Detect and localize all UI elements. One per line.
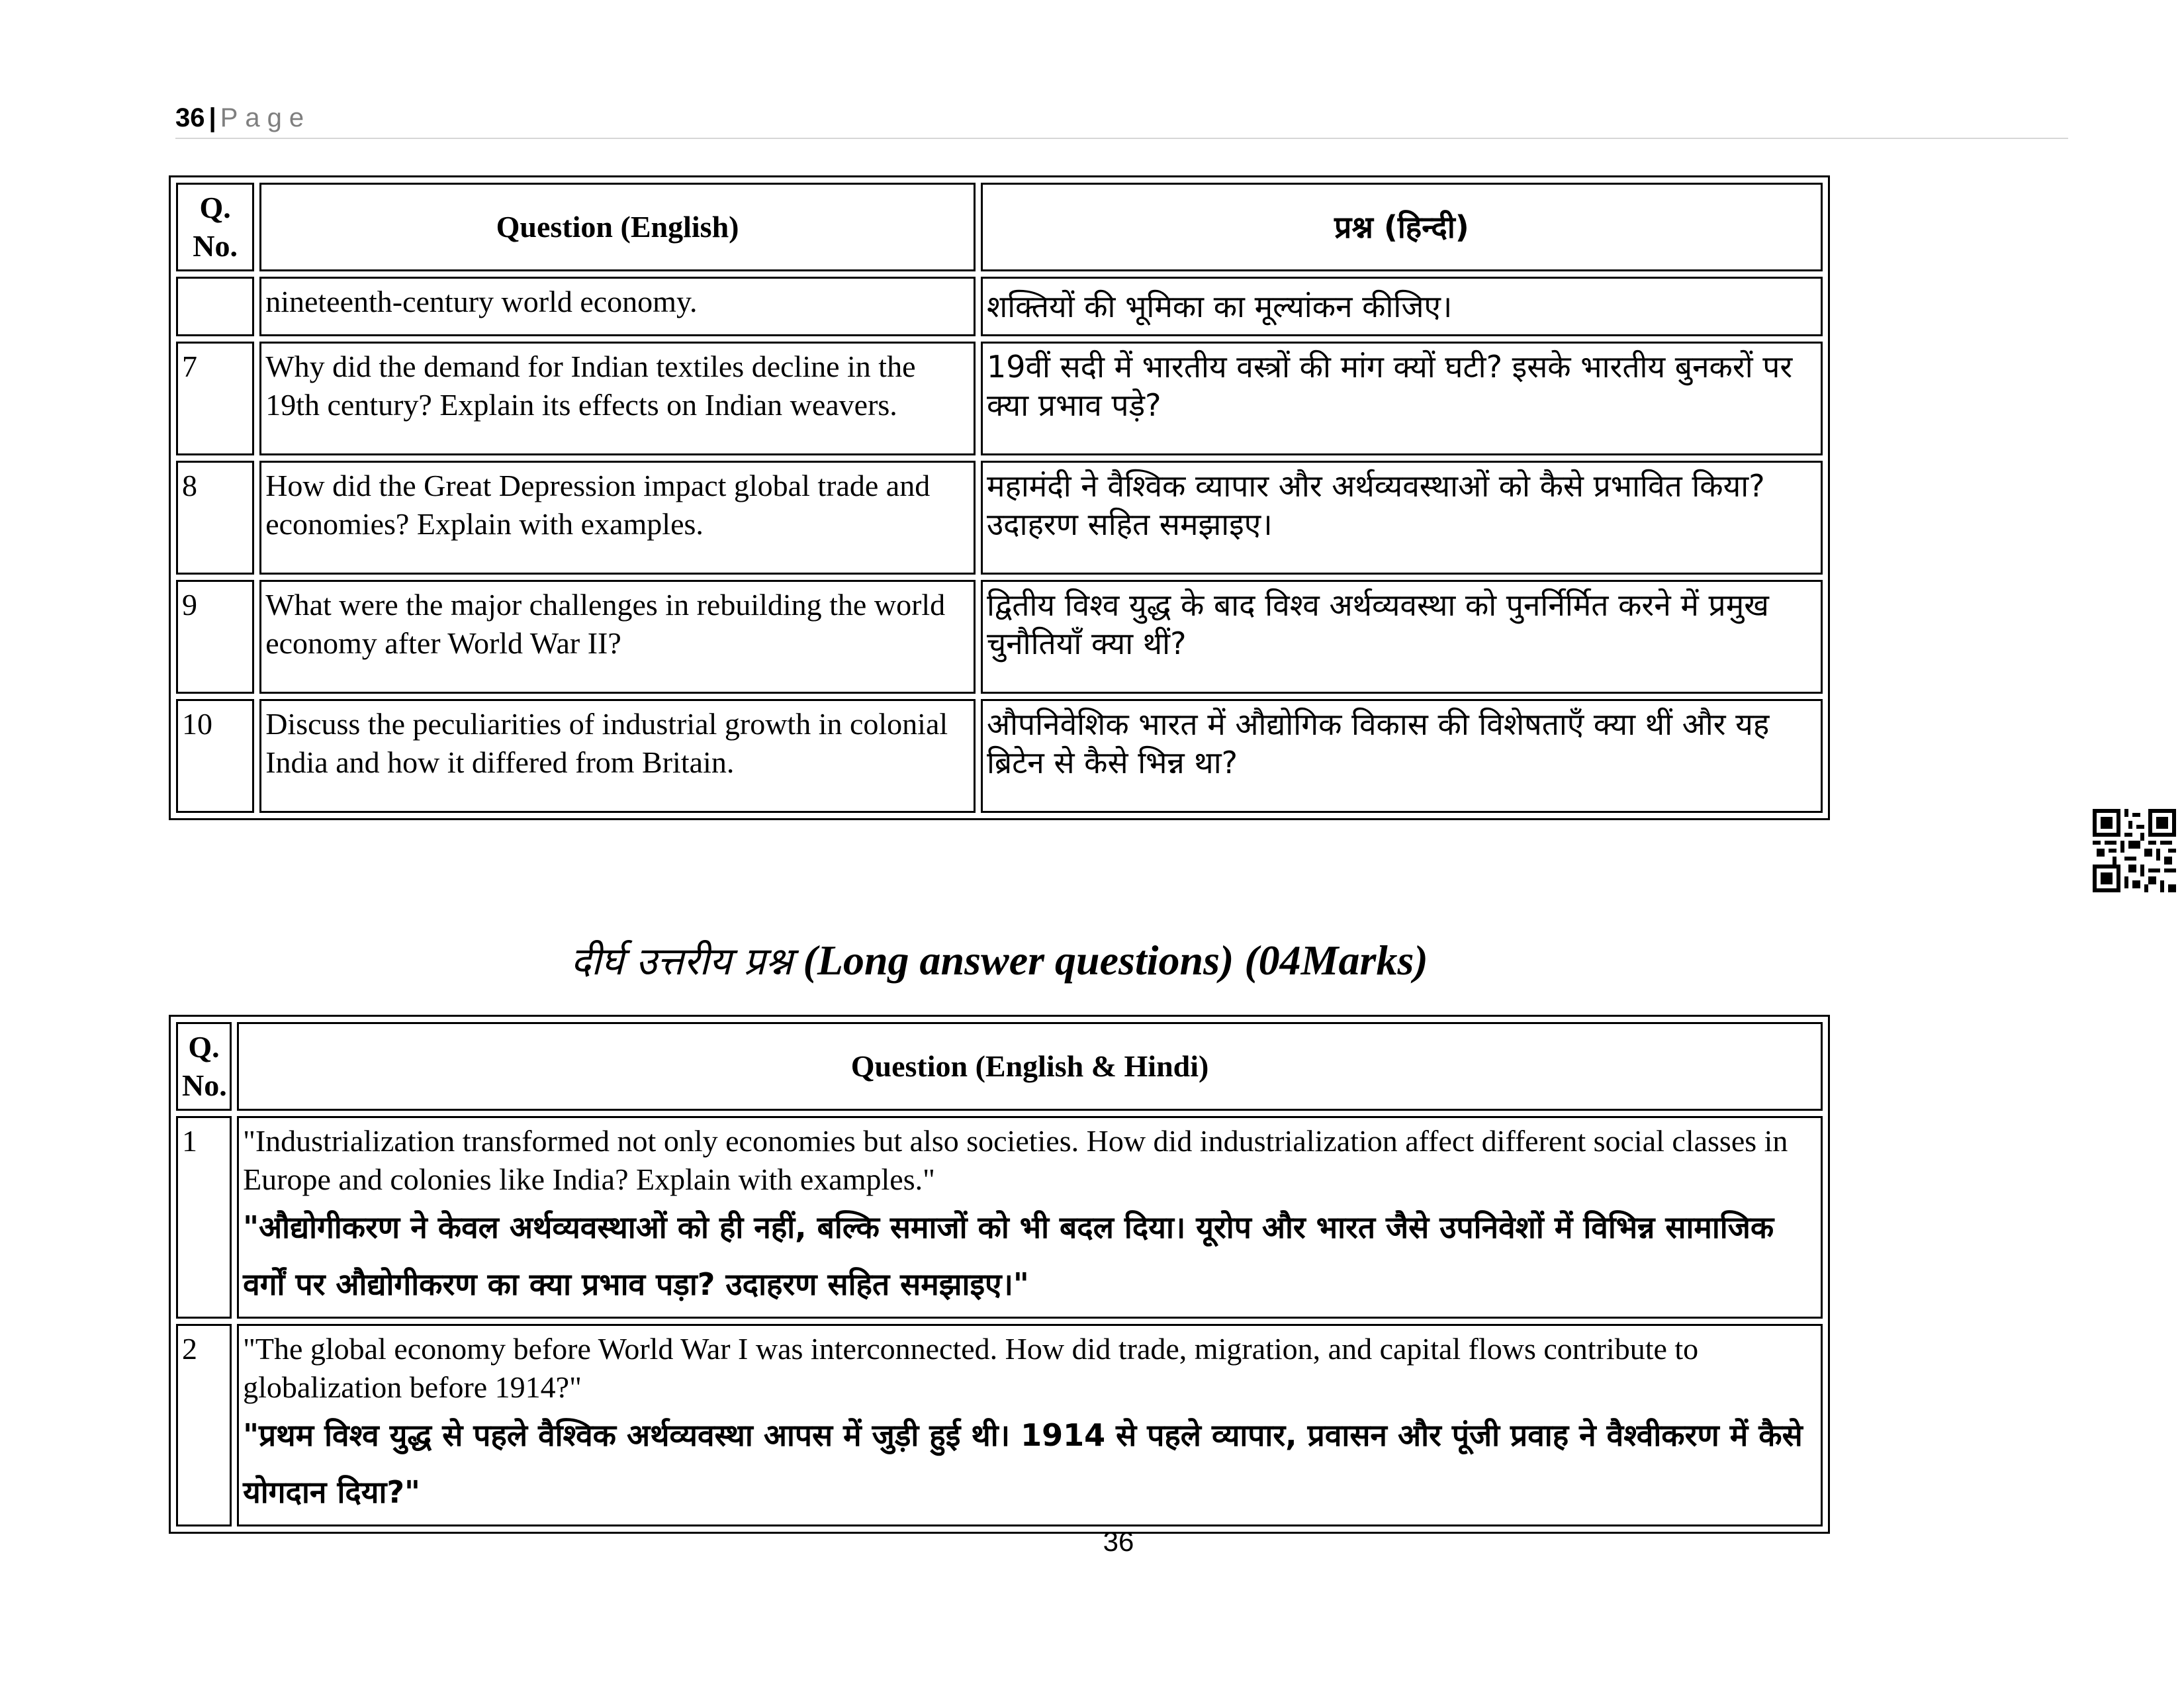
header-question: Question (English & Hindi) [237, 1022, 1823, 1111]
page-footer-number: 36 [1103, 1526, 1134, 1557]
short-answer-table [169, 175, 1830, 820]
question-english-text: "Industrialization transformed not only economies but also societies. How did industrialization affect different social classes in Europe and colonies like India? Explain with examples." [243, 1124, 1788, 1196]
question-hindi-cell: महामंदी ने वैश्विक व्यापार और अर्थव्यवस्थाओं को कैसे प्रभावित किया? उदाहरण सहित समझाइए। [981, 461, 1823, 575]
qno-cell [176, 277, 254, 336]
question-cell [237, 1324, 1823, 1526]
header-qno: Q. No. [176, 183, 254, 271]
qno-cell: 8 [176, 461, 254, 575]
question-hindi-cell: द्वितीय विश्व युद्ध के बाद विश्व अर्थव्यवस्था को पुनर्निर्मित करने में प्रमुख चुनौतियाँ क्या थीं? [981, 580, 1823, 694]
header-page-number: 36 [175, 103, 205, 132]
table-row [176, 342, 1823, 455]
page-header [175, 98, 2068, 139]
question-hindi-cell: 19वीं सदी में भारतीय वस्त्रों की मांग क्यों घटी? इसके भारतीय बुनकरों पर क्या प्रभाव पड़े? [981, 342, 1823, 455]
header-question-hindi: प्रश्न (हिन्दी) [981, 183, 1823, 271]
table-header-row [176, 183, 1823, 271]
table-row [176, 1116, 1823, 1319]
qr-code-icon [2093, 809, 2176, 892]
question-english-text: "The global economy before World War I was interconnected. How did trade, migration, and capital flows contribute to globalization before 1914?" [243, 1332, 1699, 1404]
header-page-word: Page [220, 103, 312, 132]
header-qno: Q. No. [176, 1022, 232, 1111]
qno-cell: 7 [176, 342, 254, 455]
question-english-cell: nineteenth-century world economy. [259, 277, 976, 336]
table-row [176, 699, 1823, 813]
header-separator: | [208, 103, 216, 132]
long-answer-table [169, 1015, 1830, 1534]
question-hindi-text: "प्रथम विश्व युद्ध से पहले वैश्विक अर्थव्यवस्था आपस में जुड़ी हुई थी। 1914 से पहले व्यापार, प्रवासन और पूंजी प्रवाह ने वैश्वीकरण में कैसे योगदान दिया?" [243, 1417, 1803, 1510]
qno-cell: 1 [176, 1116, 232, 1319]
question-hindi-cell: औपनिवेशिक भारत में औद्योगिक विकास की विशेषताएँ क्या थीं और यह ब्रिटेन से कैसे भिन्न था? [981, 699, 1823, 813]
qno-cell: 10 [176, 699, 254, 813]
question-hindi-cell: शक्तियों की भूमिका का मूल्यांकन कीजिए। [981, 277, 1823, 336]
question-english-cell: Discuss the peculiarities of industrial growth in colonial India and how it differed from Britain. [259, 699, 976, 813]
table-header-row [176, 1022, 1823, 1111]
question-cell [237, 1116, 1823, 1319]
question-english-cell: What were the major challenges in rebuilding the world economy after World War II? [259, 580, 976, 694]
qno-cell: 9 [176, 580, 254, 694]
table-row [176, 461, 1823, 575]
question-english-cell: Why did the demand for Indian textiles decline in the 19th century? Explain its effects on Indian weavers. [259, 342, 976, 455]
table-row [176, 1324, 1823, 1526]
section-title-hindi: दीर्घ उत्तरीय प्रश्न [570, 939, 793, 984]
long-answer-section-title [169, 933, 1830, 986]
header-question-english: Question (English) [259, 183, 976, 271]
question-english-cell: How did the Great Depression impact global trade and economies? Explain with examples. [259, 461, 976, 575]
qno-cell: 2 [176, 1324, 232, 1526]
table-row [176, 580, 1823, 694]
table-row [176, 277, 1823, 336]
section-title-english: (Long answer questions) (04Marks) [803, 937, 1428, 984]
question-hindi-text: "औद्योगीकरण ने केवल अर्थव्यवस्थाओं को ही नहीं, बल्कि समाजों को भी बदल दिया। यूरोप और भारत जैसे उपनिवेशों में विभिन्न सामाजिक वर्गों पर औद्योगीकरण का क्या प्रभाव पड़ा? उदाहरण सहित समझाइए।" [243, 1209, 1774, 1302]
